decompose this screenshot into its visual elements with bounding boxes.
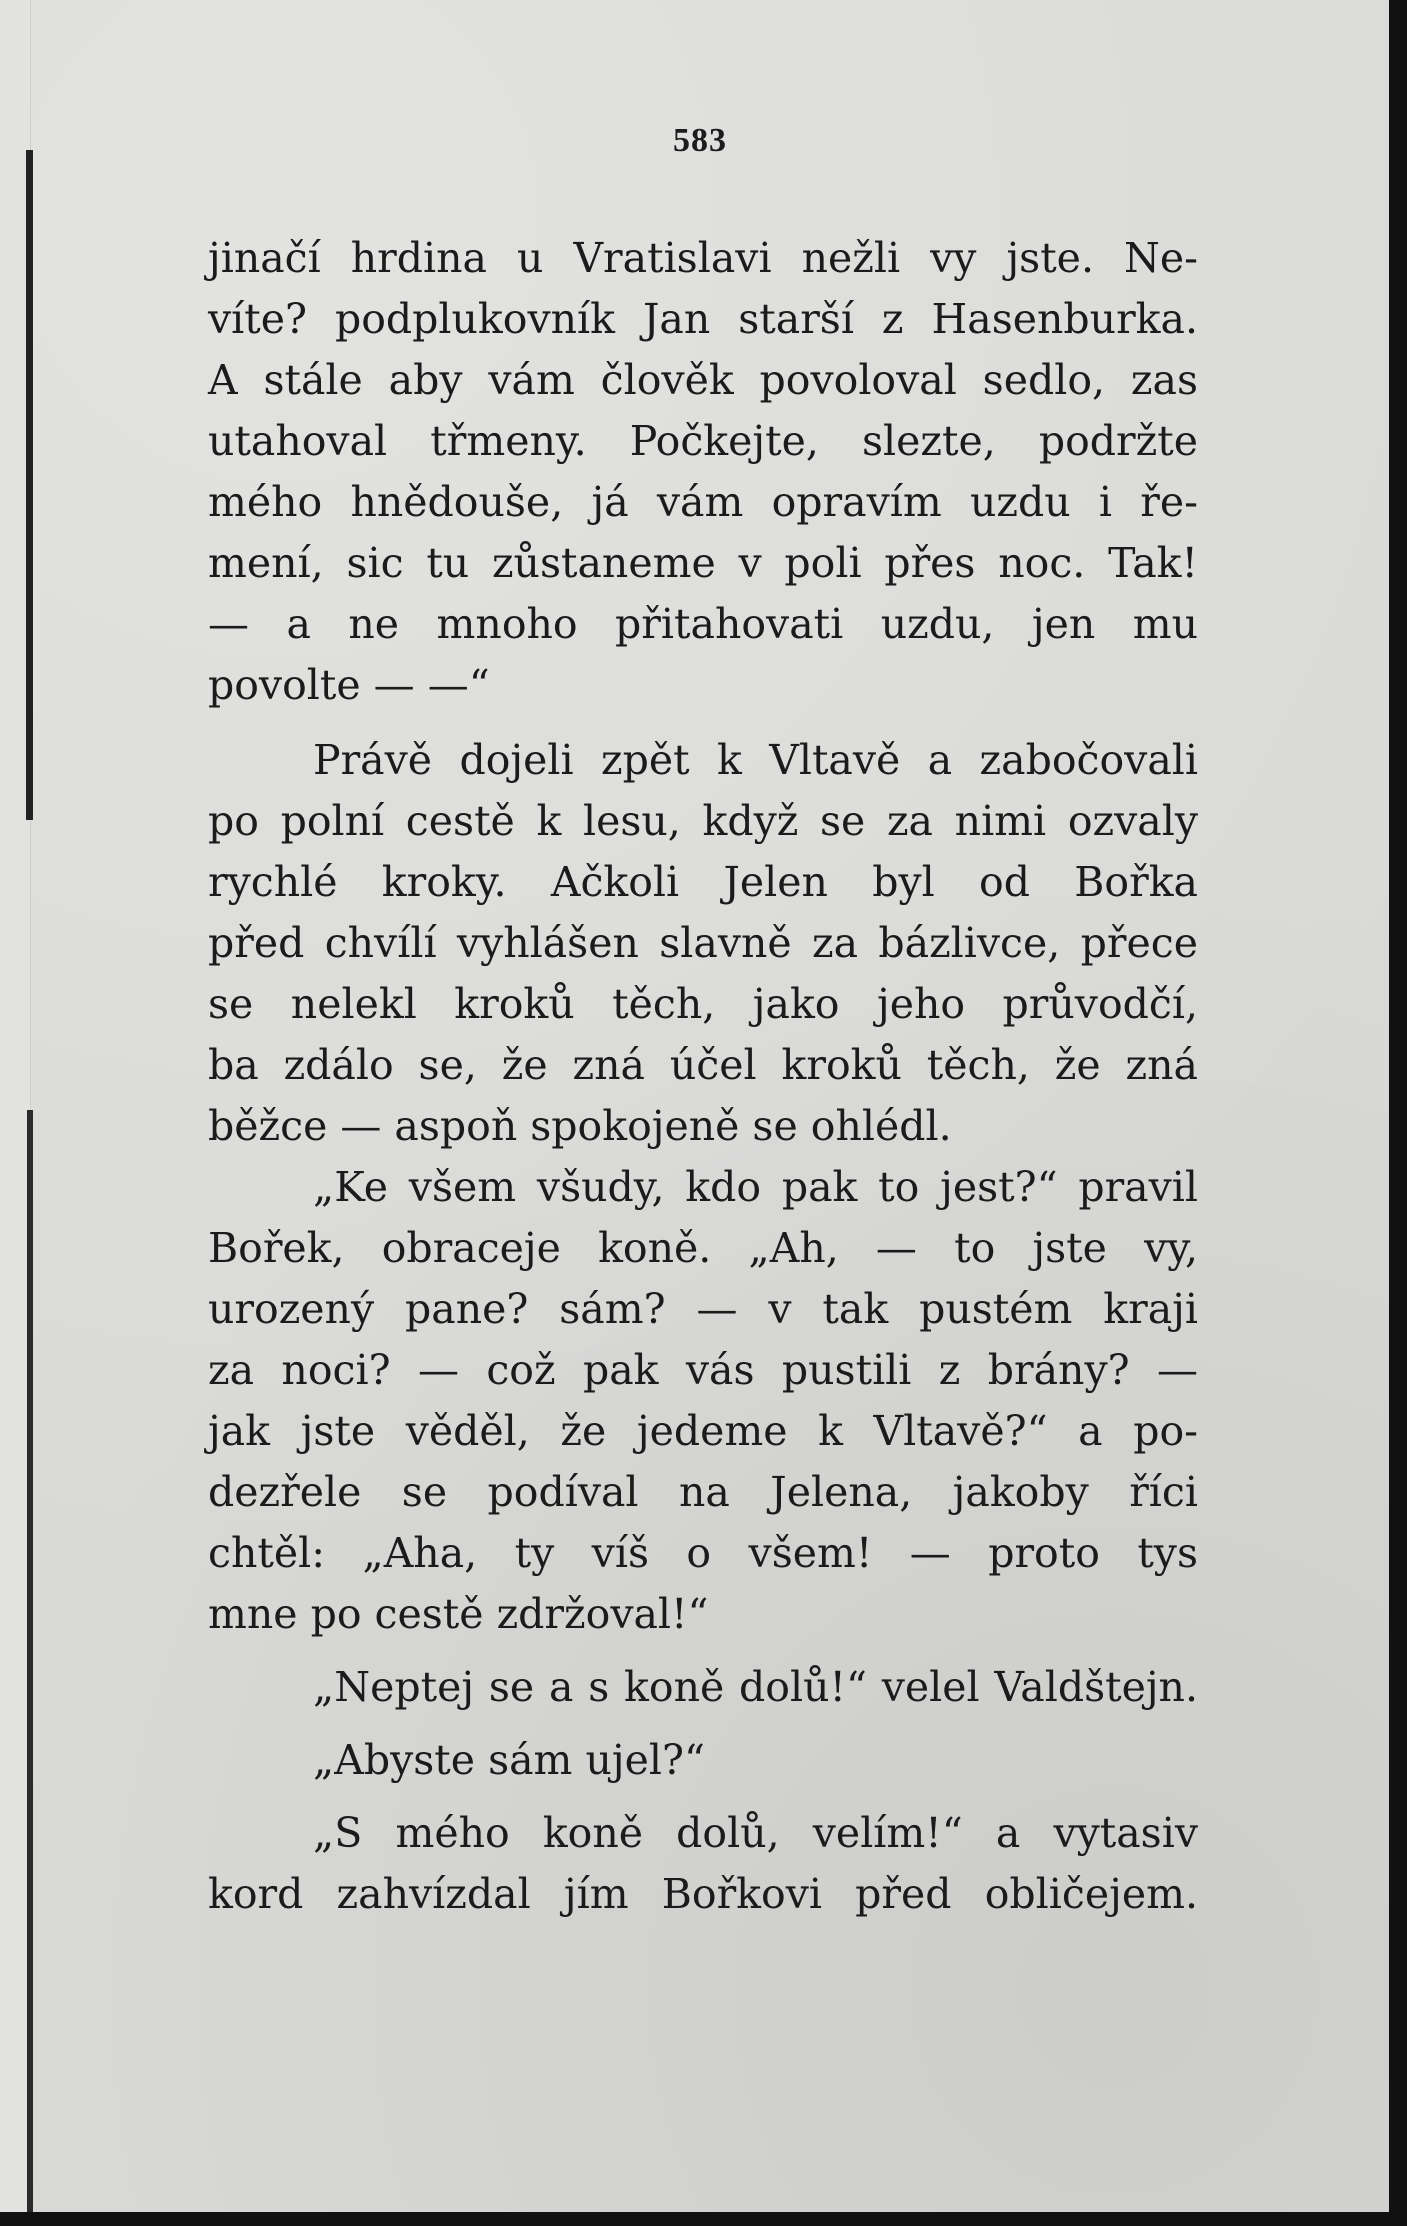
- text-line: A stále aby vám člověk povoloval sedlo, zas: [208, 356, 1198, 404]
- paragraph: [208, 228, 1198, 716]
- text-line: „Neptej se a s koně dolů!“ velel Valdštejn.: [313, 1663, 1198, 1711]
- text-line: Bořek, obraceje koně. „Ah, — to jste vy,: [208, 1224, 1198, 1272]
- page-number: 583: [673, 122, 727, 159]
- text-line: „Abyste sám ujel?“: [313, 1736, 705, 1784]
- text-line: víte? podplukovník Jan starší z Hasenburka.: [208, 295, 1198, 343]
- text-line: jak jste věděl, že jedeme k Vltavě?“ a po-: [208, 1407, 1198, 1455]
- text-line: po polní cestě k lesu, když se za nimi ozvaly: [208, 797, 1198, 845]
- text-line: utahoval třmeny. Počkejte, slezte, podržte: [208, 417, 1198, 465]
- scan-border-bottom: [0, 2212, 1407, 2226]
- text-line: — a ne mnoho přitahovati uzdu, jen mu: [208, 600, 1198, 648]
- text-line: ba zdálo se, že zná účel kroků těch, že zná: [208, 1041, 1198, 1089]
- paragraph: [208, 1657, 1198, 1718]
- text-line: mne po cestě zdržoval!“: [208, 1590, 709, 1638]
- body-text: [208, 228, 1198, 1925]
- text-line: kord zahvízdal jím Bořkovi před obličejem.: [208, 1870, 1198, 1918]
- paragraph: [208, 730, 1198, 1157]
- text-line: běžce — aspoň spokojeně se ohlédl.: [208, 1102, 952, 1150]
- text-line: za noci? — což pak vás pustili z brány? —: [208, 1346, 1198, 1394]
- text-line: dezřele se podíval na Jelena, jakoby říci: [208, 1468, 1198, 1516]
- text-line: se nelekl kroků těch, jako jeho průvodčí,: [208, 980, 1198, 1028]
- text-line: povolte — —“: [208, 661, 490, 709]
- text-line: mení, sic tu zůstaneme v poli přes noc. Tak!: [208, 539, 1198, 587]
- text-line: Právě dojeli zpět k Vltavě a zabočovali: [313, 736, 1198, 784]
- text-line: před chvílí vyhlášen slavně za bázlivce, přece: [208, 919, 1198, 967]
- text-line: „S mého koně dolů, velím!“ a vytasiv: [313, 1809, 1198, 1857]
- paragraph: [208, 1157, 1198, 1645]
- text-line: rychlé kroky. Ačkoli Jelen byl od Bořka: [208, 858, 1198, 906]
- paragraph: [208, 1803, 1198, 1925]
- text-line: chtěl: „Aha, ty víš o všem! — proto tys: [208, 1529, 1198, 1577]
- binding-shadow-lower: [27, 1110, 33, 2220]
- paragraph: [208, 1730, 1198, 1791]
- text-line: urozený pane? sám? — v tak pustém kraji: [208, 1285, 1198, 1333]
- text-line: mého hnědouše, já vám opravím uzdu i ře-: [208, 478, 1198, 526]
- text-line: „Ke všem všudy, kdo pak to jest?“ pravil: [313, 1163, 1198, 1211]
- text-line: jinačí hrdina u Vratislavi nežli vy jste. Ne-: [208, 234, 1198, 282]
- binding-shadow: [26, 150, 33, 820]
- scan-border-right: [1389, 0, 1407, 2226]
